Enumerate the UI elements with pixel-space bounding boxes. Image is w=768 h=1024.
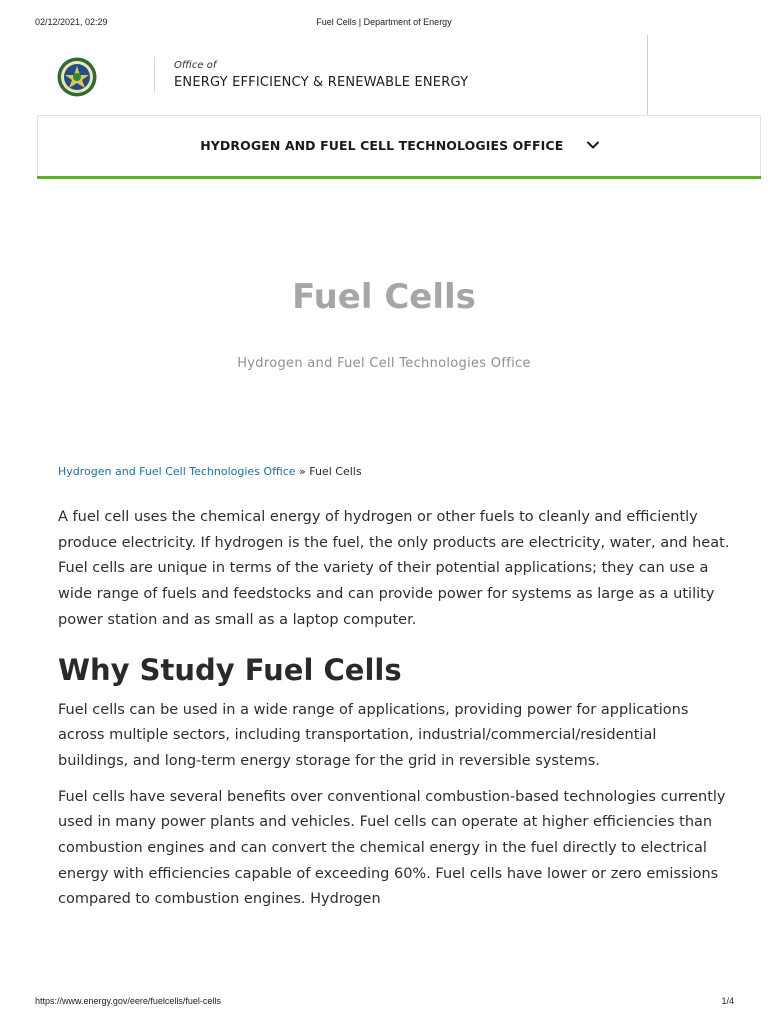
office-name-link[interactable]: ENERGY EFFICIENCY & RENEWABLE ENERGY: [174, 75, 469, 90]
section-paragraph-2: Fuel cells have several benefits over conventional combustion-based technologies currently used in many power plants and vehicles. Fuel cells can operate at higher efficiencies than combustion engines and can convert the chemical energy in the fuel directly to electrical energy with efficiencies capable of exceeding 60%. Fuel cells have lower or zero emissions compared to combustion engines. Hydrogen: [58, 788, 726, 908]
breadcrumb-current: Fuel Cells: [309, 465, 362, 478]
page-subtitle: Hydrogen and Fuel Cell Technologies Office: [237, 356, 531, 371]
section-paragraph-1: Fuel cells can be used in a wide range of applications, providing power for applications across multiple sectors, including transportation, industrial/commercial/residential buildings, and long-term energy storage for the grid in reversible systems.: [58, 701, 689, 769]
office-of-label: Office of: [174, 60, 217, 71]
program-nav-accent-line: [37, 176, 761, 179]
breadcrumb-parent-link[interactable]: Hydrogen and Fuel Cell Technologies Office: [58, 465, 296, 478]
office-header: [37, 35, 648, 115]
print-url: https://www.energy.gov/eere/fuelcells/fuel-cells: [35, 996, 221, 1006]
main-content: [58, 505, 730, 923]
program-title: HYDROGEN AND FUEL CELL TECHNOLOGIES OFFICE: [200, 138, 564, 153]
print-doc-title: Fuel Cells | Department of Energy: [316, 17, 452, 27]
breadcrumb-separator: »: [299, 465, 306, 478]
print-datetime: 02/12/2021, 02:29: [35, 17, 108, 27]
office-divider: [154, 57, 155, 93]
program-menu-toggle[interactable]: [38, 138, 762, 153]
section-heading: Why Study Fuel Cells: [58, 652, 402, 687]
page-title: Fuel Cells: [292, 277, 476, 317]
chevron-down-icon[interactable]: [586, 138, 600, 152]
print-page-number: 1/4: [721, 996, 734, 1006]
breadcrumb: [58, 465, 362, 478]
doe-seal-logo[interactable]: [57, 57, 97, 97]
program-nav-bar: [37, 115, 761, 176]
intro-paragraph: A fuel cell uses the chemical energy of hydrogen or other fuels to cleanly and efficiently produce electricity. If hydrogen is the fuel, the only products are electricity, water, and heat. Fuel cells are unique in terms of the variety of their potential applications; they can use a wide range of fuels and feedstocks and can provide power for systems as large as a utility power station and as small as a laptop computer.: [58, 509, 730, 628]
